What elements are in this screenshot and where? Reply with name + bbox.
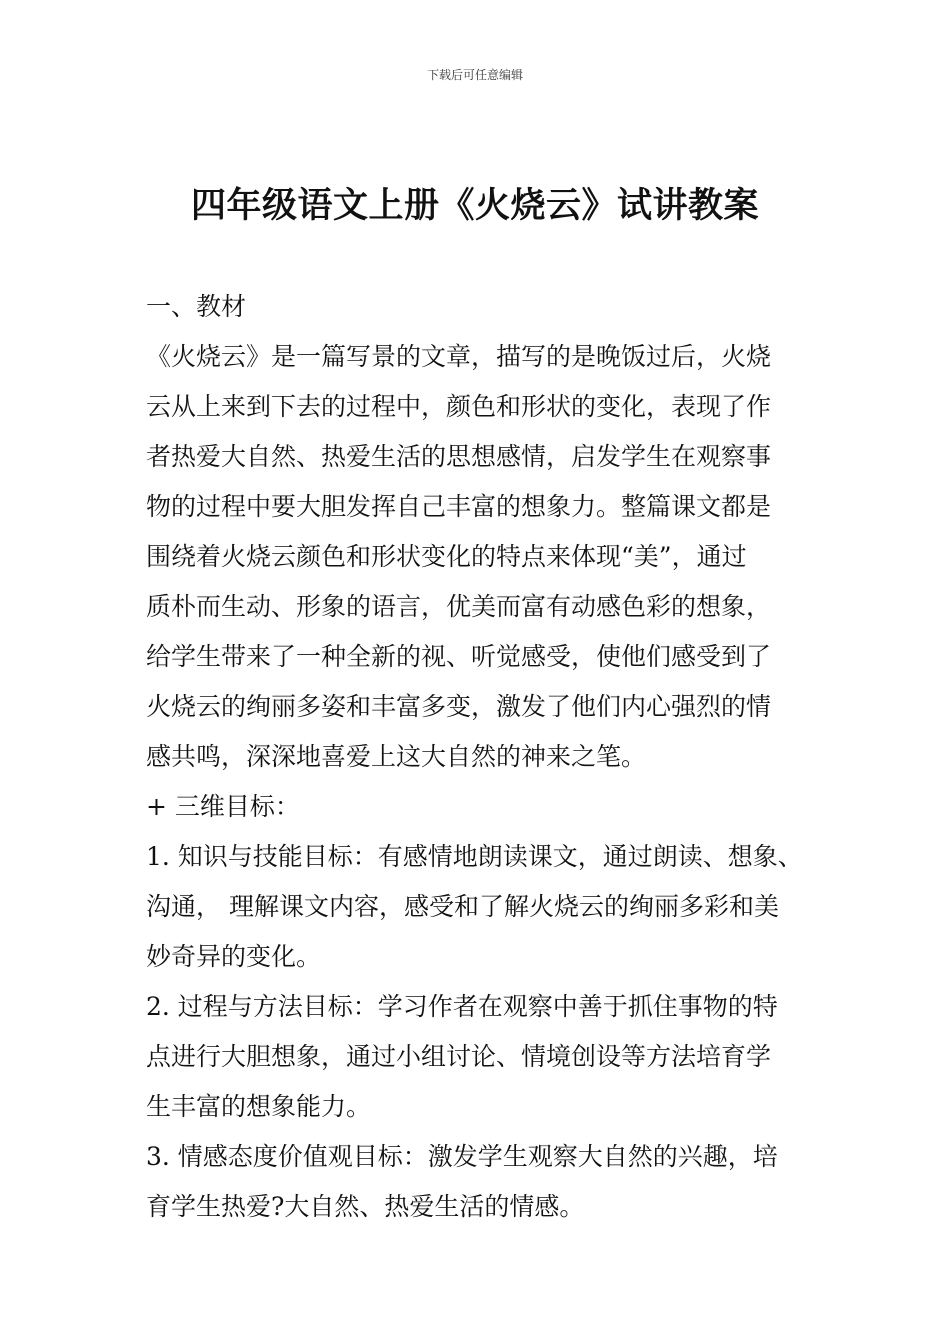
goal-line: 点进行大胆想象，通过小组讨论、情境创设等方法培育学 (146, 1042, 772, 1071)
document-body (146, 282, 836, 1232)
body-line: 《火烧云》是一篇写景的文章，描写的是晚饭过后，火烧 (146, 342, 772, 371)
goal-line: 3. 情感态度价值观目标：激发学生观察大自然的兴趣，培 (146, 1142, 778, 1171)
body-line: 给学生带来了一种全新的视、听觉感受，使他们感受到了 (146, 642, 772, 671)
goal-line: 1. 知识与技能目标：有感情地朗读课文，通过朗读、想象、 (146, 842, 803, 871)
body-line: 质朴而生动、形象的语言，优美而富有动感色彩的想象， (146, 592, 772, 621)
document-title: 四年级语文上册《火烧云》试讲教案 (190, 186, 759, 226)
goal-line: 2. 过程与方法目标：学习作者在观察中善于抓住事物的特 (146, 992, 778, 1021)
body-line: 物的过程中要大胆发挥自己丰富的想象力。整篇课文都是 (146, 492, 772, 521)
body-line: 云从上来到下去的过程中，颜色和形状的变化，表现了作 (146, 392, 772, 421)
body-line: 火烧云的绚丽多姿和丰富多变，激发了他们内心强烈的情 (146, 692, 772, 721)
body-line: 感共鸣，深深地喜爱上这大自然的神来之笔。 (146, 742, 647, 771)
body-line: 围绕着火烧云颜色和形状变化的特点来体现“美”，通过 (146, 542, 747, 571)
goal-line: 生丰富的想象能力。 (146, 1092, 372, 1121)
page-header: 下载后可任意编辑 (426, 68, 523, 82)
goal-line: 妙奇异的变化。 (146, 942, 322, 971)
section-heading: 一、教材 (146, 292, 247, 321)
goal-line: 育学生热爱?大自然、热爱生活的情感。 (146, 1192, 585, 1221)
section-heading: + 三维目标： (146, 792, 300, 821)
body-line: 者热爱大自然、热爱生活的思想感情，启发学生在观察事 (146, 442, 772, 471)
goal-line: 沟通， 理解课文内容，感受和了解火烧云的绚丽多彩和美 (146, 892, 779, 921)
